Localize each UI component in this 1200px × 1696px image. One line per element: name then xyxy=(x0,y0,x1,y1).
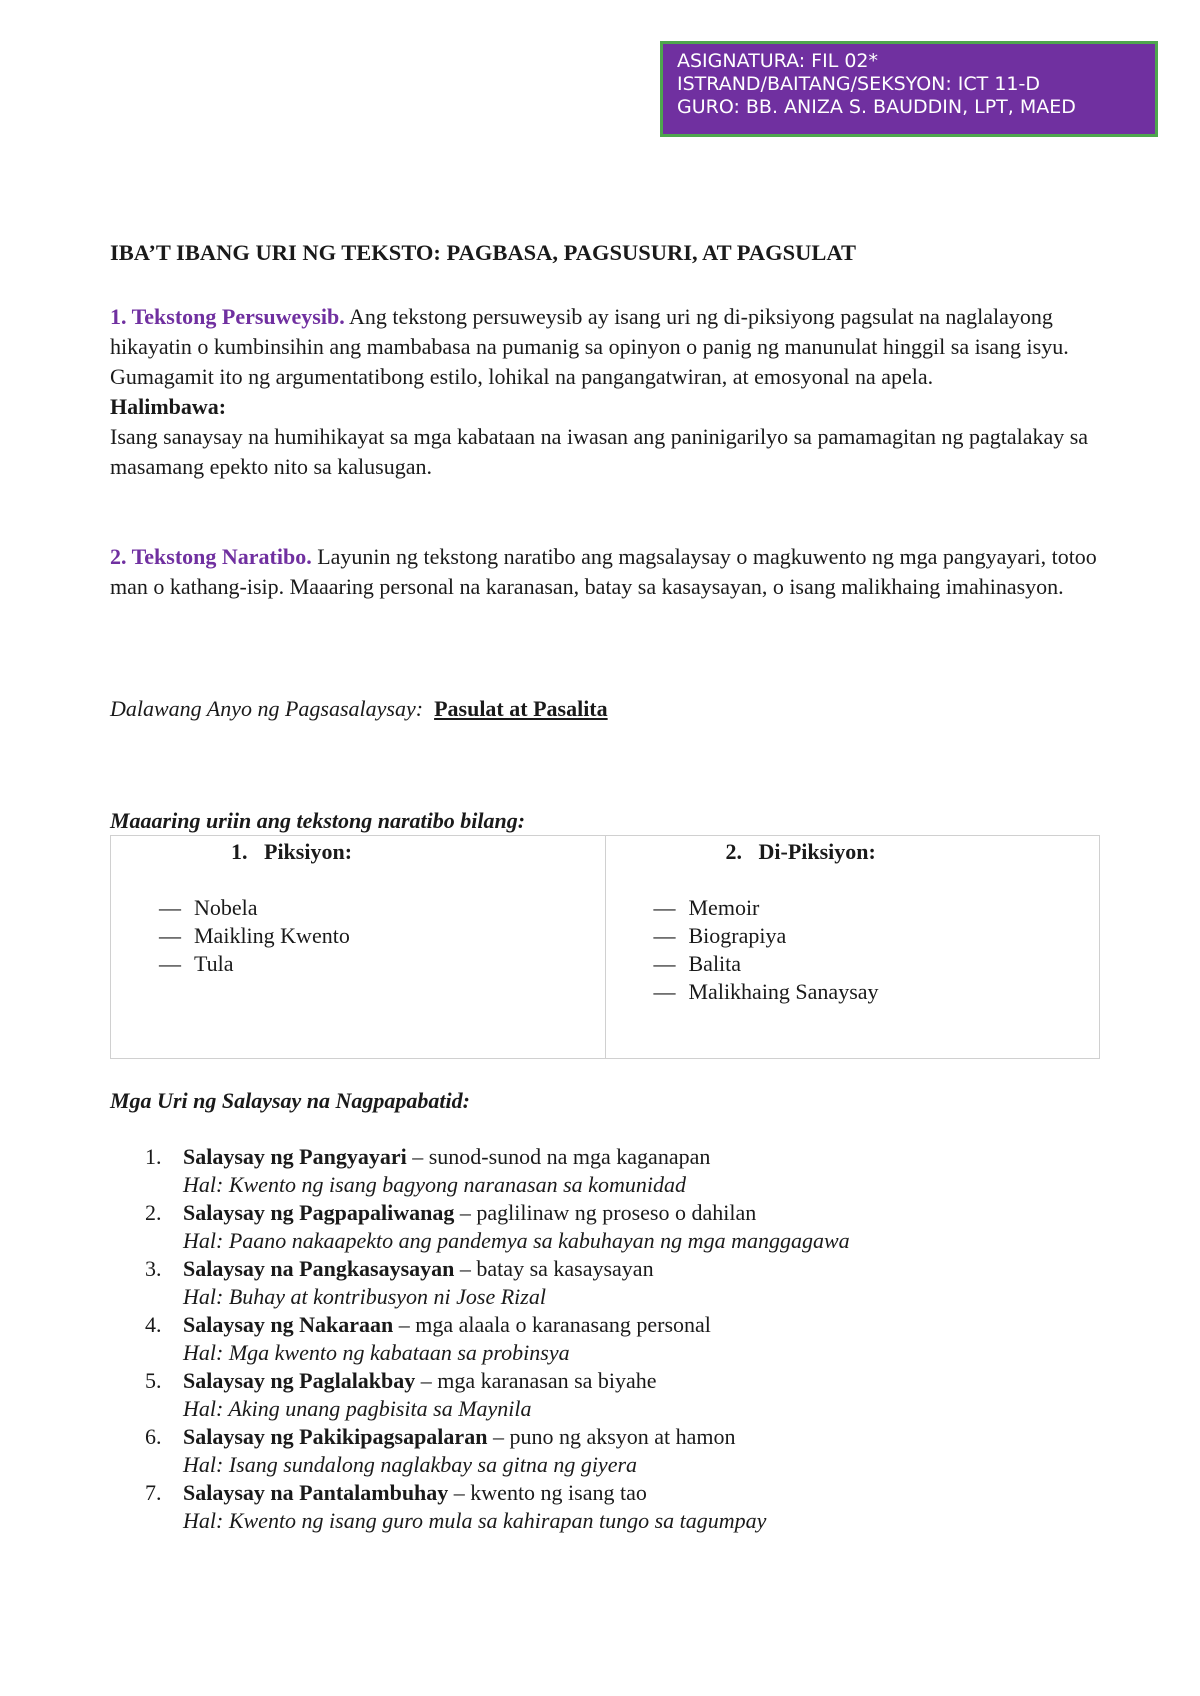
section2-heading: 2. Tekstong Naratibo. xyxy=(110,544,312,569)
salaysay-label: Mga Uri ng Salaysay na Nagpapabatid: xyxy=(110,1088,470,1113)
piksiyon-column xyxy=(111,836,606,1059)
list-item: — Nobela xyxy=(159,894,605,922)
anyo-label: Dalawang Anyo ng Pagsasalaysay: xyxy=(110,696,424,721)
section2-body: Layunin ng tekstong naratibo ang magsalaysay o magkuwento ng mga pangyayari, totoo man o kathang-isip. Maaaring personal na karanasan, batay sa kasaysayan, o isang malikhaing imahinasyon. xyxy=(110,544,1097,599)
list-item: 4. Salaysay ng Nakaraan – mga alaala o karanasang personal Hal: Mga kwento ng kabataan sa probinsya xyxy=(145,1312,711,1365)
section1-body: Ang tekstong persuweysib ay isang uri ng di-piksiyong pagsulat na naglalayong hikayatin o kumbinsihin ang mambabasa na pumanig sa opinyon o panig ng manunulat hinggil sa isang isyu. Gumagamit ito ng argumentatibong estilo, lohikal na pangangatwiran, at emosyonal na apela. xyxy=(110,304,1069,389)
list-item: — Memoir xyxy=(654,894,1100,922)
subject-line: ASIGNATURA: FIL 02* xyxy=(677,50,879,72)
di-piksiyon-heading: 2. Di-Piksiyon: xyxy=(725,839,876,864)
list-item: — Balita xyxy=(654,950,1100,978)
example-label: Halimbawa: xyxy=(110,394,227,419)
teacher-line: GURO: BB. ANIZA S. BAUDDIN, LPT, MAED xyxy=(677,96,1076,118)
list-item: 3. Salaysay na Pangkasaysayan – batay sa kasaysayan Hal: Buhay at kontribusyon ni Jose Rizal xyxy=(145,1256,654,1309)
salaysay-list xyxy=(110,1143,1100,1535)
di-piksiyon-list xyxy=(606,894,1100,1006)
section1-heading: 1. Tekstong Persuweysib. xyxy=(110,304,345,329)
piksiyon-list xyxy=(111,894,605,978)
list-item: 1. Salaysay ng Pangyayari – sunod-sunod na mga kaganapan Hal: Kwento ng isang bagyong naranasan sa komunidad xyxy=(145,1144,711,1197)
di-piksiyon-column xyxy=(605,836,1100,1059)
header-info-box xyxy=(660,41,1158,137)
list-item: — Maikling Kwento xyxy=(159,922,605,950)
list-item: — Biograpiya xyxy=(654,922,1100,950)
section-naratibo xyxy=(110,542,1100,602)
section-persuweysib xyxy=(110,302,1100,482)
urian-label: Maaaring uriin ang tekstong naratibo bilang: xyxy=(110,808,526,833)
strand-line: ISTRAND/BAITANG/SEKSYON: ICT 11-D xyxy=(677,73,1040,95)
list-item: — Malikhaing Sanaysay xyxy=(654,978,1100,1006)
list-item: — Tula xyxy=(159,950,605,978)
list-item: 2. Salaysay ng Pagpapaliwanag – paglilinaw ng proseso o dahilan Hal: Paano nakaapekto ang pandemya sa kabuhayan ng mga manggagawa xyxy=(145,1200,850,1253)
section1-example: Isang sanaysay na humihikayat sa mga kabataan na iwasan ang paninigarilyo sa pamamagitan ng pagtalakay sa masamang epekto nito sa kalusugan. xyxy=(110,424,1089,479)
document-title: IBA’T IBANG URI NG TEKSTO: PAGBASA, PAGSUSURI, AT PAGSULAT xyxy=(110,240,856,265)
types-table xyxy=(110,835,1100,1059)
anyo-value: Pasulat at Pasalita xyxy=(434,696,608,721)
list-item: 7. Salaysay na Pantalambuhay – kwento ng isang tao Hal: Kwento ng isang guro mula sa kahirapan tungo sa tagumpay xyxy=(145,1480,767,1533)
piksiyon-heading: 1. Piksiyon: xyxy=(231,839,353,864)
list-item: 5. Salaysay ng Paglalakbay – mga karanasan sa biyahe Hal: Aking unang pagbisita sa Maynila xyxy=(145,1368,657,1421)
list-item: 6. Salaysay ng Pakikipagsapalaran – puno ng aksyon at hamon Hal: Isang sundalong naglakbay sa gitna ng giyera xyxy=(145,1424,736,1477)
anyo-line xyxy=(110,694,1100,724)
